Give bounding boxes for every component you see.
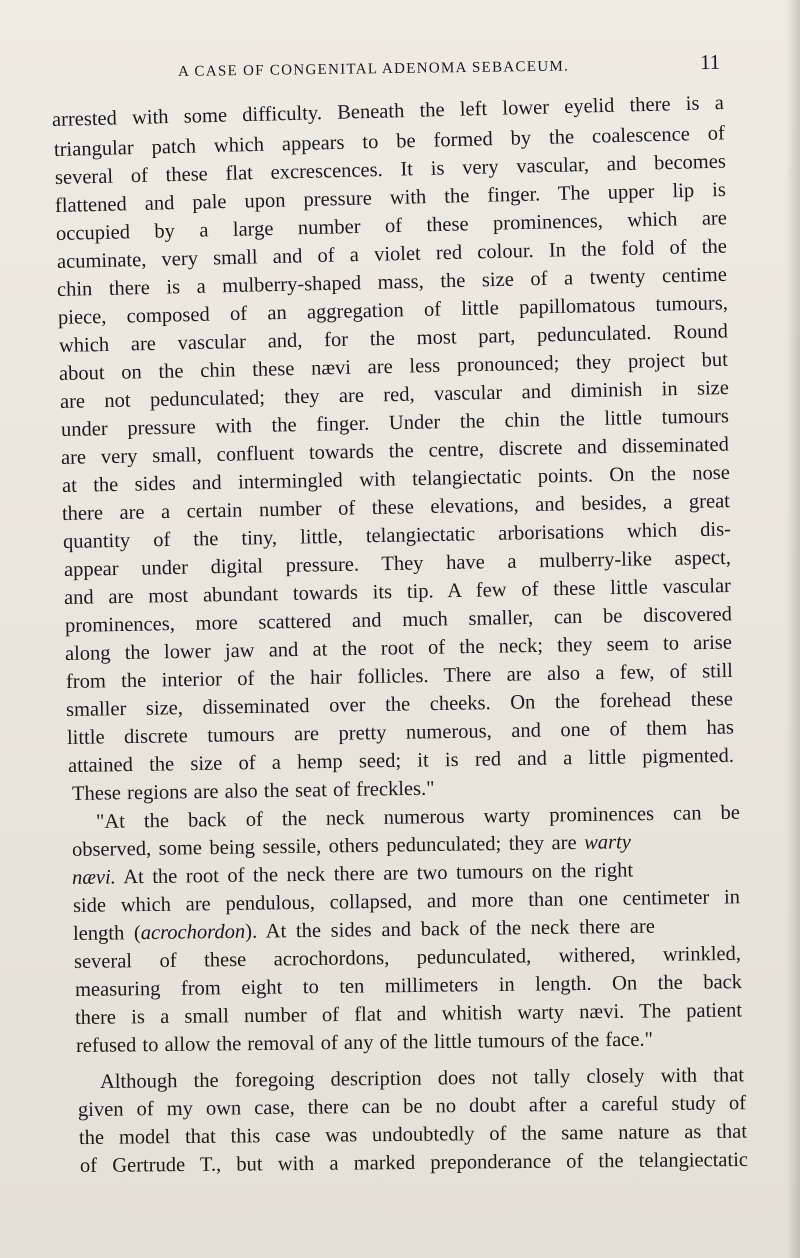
- text-line: little discrete tumours are pretty numerous, and one of them has: [66, 716, 735, 749]
- italic-text: nævi.: [71, 866, 116, 889]
- text-line: at the sides and intermingled with telangiectatic points. On the nose: [61, 461, 731, 497]
- text-line-with-italic: [72, 830, 631, 862]
- text-line: quantity of the tiny, little, telangiectatic arborisations which dis-: [62, 518, 732, 553]
- text-line: refused to allow the removal of any of the little tumours of the face.": [75, 1028, 654, 1057]
- text-line: measuring from eight to ten millimeters in length. On the back: [74, 971, 743, 1001]
- text-line: are very small, confluent towards the centre, discrete and disseminated: [60, 433, 730, 469]
- text-line: These regions are also the seat of freckles.": [71, 777, 435, 805]
- text-line-with-italic: [73, 915, 655, 946]
- text-segment: length (: [72, 922, 141, 945]
- text-line: flattened and pale upon pressure with the finger. The upper lip is: [54, 178, 727, 217]
- text-line: along the lower jaw and at the root of the neck; they seem to arise: [64, 631, 733, 665]
- text-line: Although the foregoing description does not tally closely with that: [99, 1064, 745, 1093]
- text-line: about on the chin these nævi are less pronounced; they project but: [58, 348, 729, 385]
- text-line: triangular patch which appears to be formed by the coalescence of: [53, 122, 726, 161]
- text-line: piece, composed of an aggregation of little papillomatous tumours,: [57, 292, 729, 329]
- text-line: which are vascular and, for the most part, pedunculated. Round: [58, 320, 729, 357]
- text-line: given of my own case, there can be no doubt after a careful study of: [77, 1092, 747, 1121]
- text-line: are not pedunculated; they are red, vascular and diminish in size: [59, 376, 730, 413]
- text-line: there are a certain number of these elevations, and besides, a great: [61, 490, 731, 525]
- text-line: "At the back of the neck numerous warty prominences can be: [95, 801, 741, 833]
- text-line: arrested with some difficulty. Beneath the left lower eyelid there is a: [51, 91, 725, 131]
- text-line: several of these acrochordons, pedunculated, withered, wrinkled,: [73, 942, 742, 973]
- text-line: prominences, more scattered and much smaller, can be discovered: [64, 603, 733, 637]
- text-line: appear under digital pressure. They have a mulberry-like aspect,: [63, 546, 732, 581]
- text-line: several of these flat excrescences. It is very vascular, and becomes: [54, 150, 727, 189]
- text-line: there is a small number of flat and whitish warty nævi. The patient: [74, 999, 743, 1029]
- text-line: of Gertrude T., but with a marked preponderance of the telangiectatic: [79, 1148, 749, 1177]
- text-line: and are most abundant towards its tip. A few of these little vascular: [63, 575, 732, 609]
- text-segment: observed, some being sessile, others pedunculated; they are: [71, 831, 585, 861]
- text-segment: ). At the sides and back of the neck there are: [245, 915, 656, 943]
- text-line: attained the size of a hemp seed; it is red and a little pigmented.: [67, 744, 735, 777]
- text-segment: At the root of the neck there are two tumours on the right: [115, 859, 634, 889]
- text-line-with-italic: [72, 858, 633, 890]
- text-line: the model that this case was undoubtedly of the same nature as that: [78, 1120, 748, 1149]
- text-line: from the interior of the hair follicles. There are also a few, of still: [65, 659, 734, 693]
- text-line: occupied by a large number of these prominences, which are: [55, 207, 728, 245]
- page-number: 11: [699, 49, 721, 75]
- text-line: under pressure with the finger. Under the chin the little tumours: [60, 405, 730, 441]
- italic-text: warty: [583, 831, 632, 854]
- text-line: acuminate, very small and of a violet red colour. In the fold of the: [56, 235, 728, 273]
- text-line: chin there is a mulberry-shaped mass, the size of a twenty centime: [56, 263, 728, 301]
- text-line: smaller size, disseminated over the cheeks. On the forehead these: [65, 688, 734, 721]
- text-line: side which are pendulous, collapsed, and more than one centimeter in: [72, 886, 741, 917]
- running-title: A CASE OF CONGENITAL ADENOMA SEBACEUM.: [178, 58, 570, 80]
- italic-text: acrochordon: [140, 920, 246, 945]
